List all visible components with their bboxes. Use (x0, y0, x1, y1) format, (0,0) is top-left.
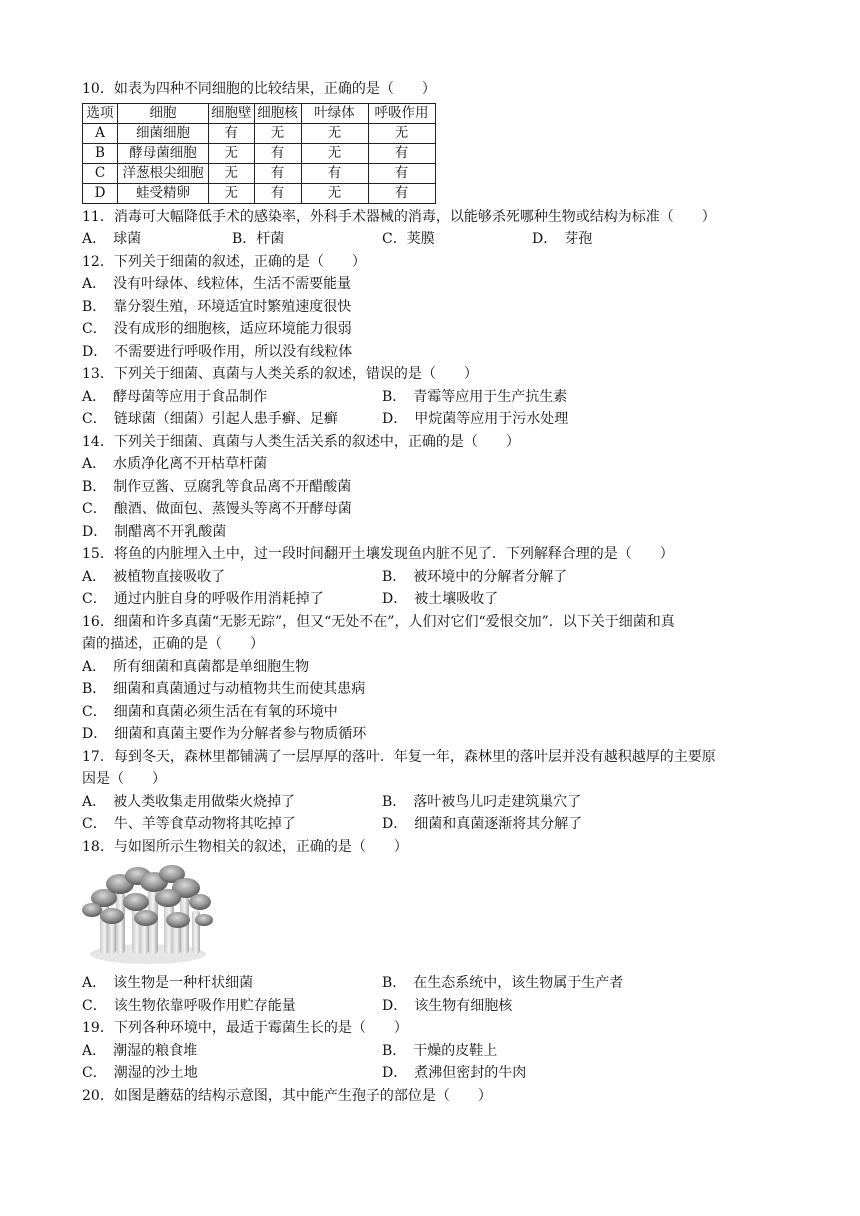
table-cell: 无 (368, 123, 435, 143)
q11-option-c[interactable]: C．荚膜 (382, 231, 435, 247)
q15-option-b[interactable]: B． 被环境中的分解者分解了 (382, 568, 568, 585)
table-cell: 洋葱根尖细胞 (118, 163, 209, 183)
q16-option-b[interactable]: B． 细菌和真菌通过与动植物共生而使其患病 (82, 681, 366, 697)
q17-options-row1 (82, 791, 782, 814)
table-cell: 有 (301, 163, 368, 183)
table-row (83, 163, 436, 183)
q16-stem-line1: 16．细菌和许多真菌“无影无踪”，但又“无处不在”，人们对它们“爱恨交加”．以下关于细菌和真 (82, 613, 675, 630)
q19-stem: 19．下列各种环境中，最适于霉菌生长的是（ ） (82, 1020, 408, 1036)
q14-option-c[interactable]: C． 酿酒、做面包、蒸馒头等离不开酵母菌 (82, 501, 352, 517)
q14-stem: 14．下列关于细菌、真菌与人类生活关系的叙述中，正确的是（ ） (82, 433, 520, 450)
table-cell: 蛙受精卵 (118, 183, 209, 203)
q13-option-b[interactable]: B． 青霉等应用于生产抗生素 (382, 388, 568, 405)
q17-options-row2 (82, 813, 782, 836)
q13-stem: 13．下列关于细菌、真菌与人类关系的叙述，错误的是（ ） (82, 366, 478, 382)
table-cell: 无 (209, 143, 255, 163)
table-cell: 细菌细胞 (118, 123, 209, 143)
q17-stem-line2: 因是（ ） (82, 771, 166, 787)
q18-options-row1 (82, 972, 782, 995)
q15-option-a[interactable]: A． 被植物直接吸收了 (82, 568, 226, 585)
q19-options-row2 (82, 1062, 782, 1085)
table-cell: 无 (209, 163, 255, 183)
table-cell: 有 (368, 163, 435, 183)
q17-option-b[interactable]: B． 落叶被鸟儿叼走建筑巢穴了 (382, 793, 582, 810)
table-cell: A (83, 123, 118, 143)
q15-option-d[interactable]: D． 被土壤吸收了 (382, 591, 499, 607)
q13-option-c[interactable]: C． 链球菌（细菌）引起人患手癣、足癣 (82, 411, 338, 427)
q13-options-row1 (82, 386, 782, 409)
q15-options-row1 (82, 566, 782, 589)
table-header-cell: 呼吸作用 (368, 103, 435, 123)
table-header-cell: 叶绿体 (301, 103, 368, 123)
q12-option-c[interactable]: C． 没有成形的细胞核，适应环境能力很弱 (82, 321, 352, 337)
table-cell: 无 (301, 123, 368, 143)
table-cell: D (83, 183, 118, 203)
table-cell: 有 (209, 123, 255, 143)
q17-option-a[interactable]: A． 被人类收集走用做柴火烧掉了 (82, 793, 296, 810)
table-cell: 有 (254, 183, 301, 203)
table-cell: 无 (254, 123, 301, 143)
q11-option-d[interactable]: D． 芽孢 (532, 231, 593, 247)
table-header-cell: 细胞核 (254, 103, 301, 123)
q13-options-row2 (82, 408, 782, 431)
q16-option-c[interactable]: C． 细菌和真菌必须生活在有氧的环境中 (82, 703, 338, 720)
q16-option-a[interactable]: A． 所有细菌和真菌都是单细胞生物 (82, 658, 310, 675)
q19-option-a[interactable]: A． 潮湿的粮食堆 (82, 1042, 198, 1059)
q11-stem: 11．消毒可大幅降低手术的感染率，外科手术器械的消毒，以能够杀死哪种生物或结构为标准（ ） (82, 208, 716, 225)
table-cell: 酵母菌细胞 (118, 143, 209, 163)
table-cell: 有 (254, 163, 301, 183)
q18-option-b[interactable]: B． 在生态系统中，该生物属于生产者 (382, 975, 624, 991)
q19-option-b[interactable]: B． 干燥的皮鞋上 (382, 1042, 498, 1059)
q19-option-d[interactable]: D． 煮沸但密封的牛肉 (382, 1065, 527, 1081)
table-cell: 无 (301, 183, 368, 203)
q18-option-d[interactable]: D． 该生物有细胞核 (382, 997, 513, 1014)
table-row (83, 143, 436, 163)
q16-stem-line2: 菌的描述，正确的是（ ） (82, 636, 264, 652)
table-cell: 有 (368, 143, 435, 163)
table-header-row (83, 103, 436, 123)
q12-option-a[interactable]: A． 没有叶绿体、线粒体，生活不需要能量 (82, 276, 352, 292)
q11-option-a[interactable]: A． 球菌 (82, 231, 142, 247)
q15-stem: 15．将鱼的内脏埋入土中，过一段时间翻开土壤发现鱼内脏不见了．下列解释合理的是（ ） (82, 546, 674, 562)
table-cell: 有 (368, 183, 435, 203)
table-row (83, 183, 436, 203)
table-cell: 无 (209, 183, 255, 203)
q17-option-c[interactable]: C． 牛、羊等食草动物将其吃掉了 (82, 816, 296, 832)
table-cell: C (83, 163, 118, 183)
q12-option-d[interactable]: D． 不需要进行呼吸作用，所以没有线粒体 (82, 343, 353, 360)
q18-option-a[interactable]: A． 该生物是一种杆状细菌 (82, 975, 254, 991)
q18-options-row2 (82, 995, 782, 1018)
q19-option-c[interactable]: C． 潮湿的沙土地 (82, 1065, 198, 1081)
q10-stem: 10．如表为四种不同细胞的比较结果，正确的是（ ） (82, 81, 436, 97)
table-cell: 无 (301, 143, 368, 163)
q18-stem: 18．与如图所示生物相关的叙述，正确的是（ ） (82, 838, 408, 855)
q17-option-d[interactable]: D． 细菌和真菌逐渐将其分解了 (382, 816, 583, 832)
q13-option-d[interactable]: D． 甲烷菌等应用于污水处理 (382, 411, 569, 427)
q14-option-b[interactable]: B． 制作豆酱、豆腐乳等食品离不开醋酸菌 (82, 478, 352, 495)
q11-options (82, 228, 782, 251)
table-header-cell: 细胞 (118, 103, 209, 123)
table-header-cell: 选项 (83, 103, 118, 123)
q12-stem: 12．下列关于细菌的叙述，正确的是（ ） (82, 253, 366, 270)
cell-comparison-table (82, 103, 436, 204)
q13-option-a[interactable]: A． 酵母菌等应用于食品制作 (82, 388, 268, 405)
table-row (83, 123, 436, 143)
table-cell: 有 (254, 143, 301, 163)
q15-option-c[interactable]: C． 通过内脏自身的呼吸作用消耗掉了 (82, 591, 324, 607)
q19-options-row1 (82, 1040, 782, 1063)
q14-option-a[interactable]: A． 水质净化离不开枯草杆菌 (82, 456, 268, 472)
q11-option-b[interactable]: B．杆菌 (232, 231, 285, 247)
q12-option-b[interactable]: B． 靠分裂生殖，环境适宜时繁殖速度很快 (82, 298, 352, 315)
table-header-cell: 细胞壁 (209, 103, 255, 123)
mushroom-cluster-icon (82, 862, 214, 966)
q15-options-row2 (82, 588, 782, 611)
q14-option-d[interactable]: D． 制醋离不开乳酸菌 (82, 523, 227, 540)
mushroom-cluster-image (82, 862, 214, 966)
q20-stem: 20．如图是蘑菇的结构示意图，其中能产生孢子的部位是（ ） (82, 1087, 492, 1104)
q18-option-c[interactable]: C． 该生物依靠呼吸作用贮存能量 (82, 997, 296, 1014)
q17-stem-line1: 17．每到冬天，森林里都铺满了一层厚厚的落叶．年复一年，森林里的落叶层并没有越积越厚的主要原 (82, 748, 716, 765)
q16-option-d[interactable]: D． 细菌和真菌主要作为分解者参与物质循环 (82, 726, 367, 742)
exam-page (82, 78, 782, 1107)
table-cell: B (83, 143, 118, 163)
